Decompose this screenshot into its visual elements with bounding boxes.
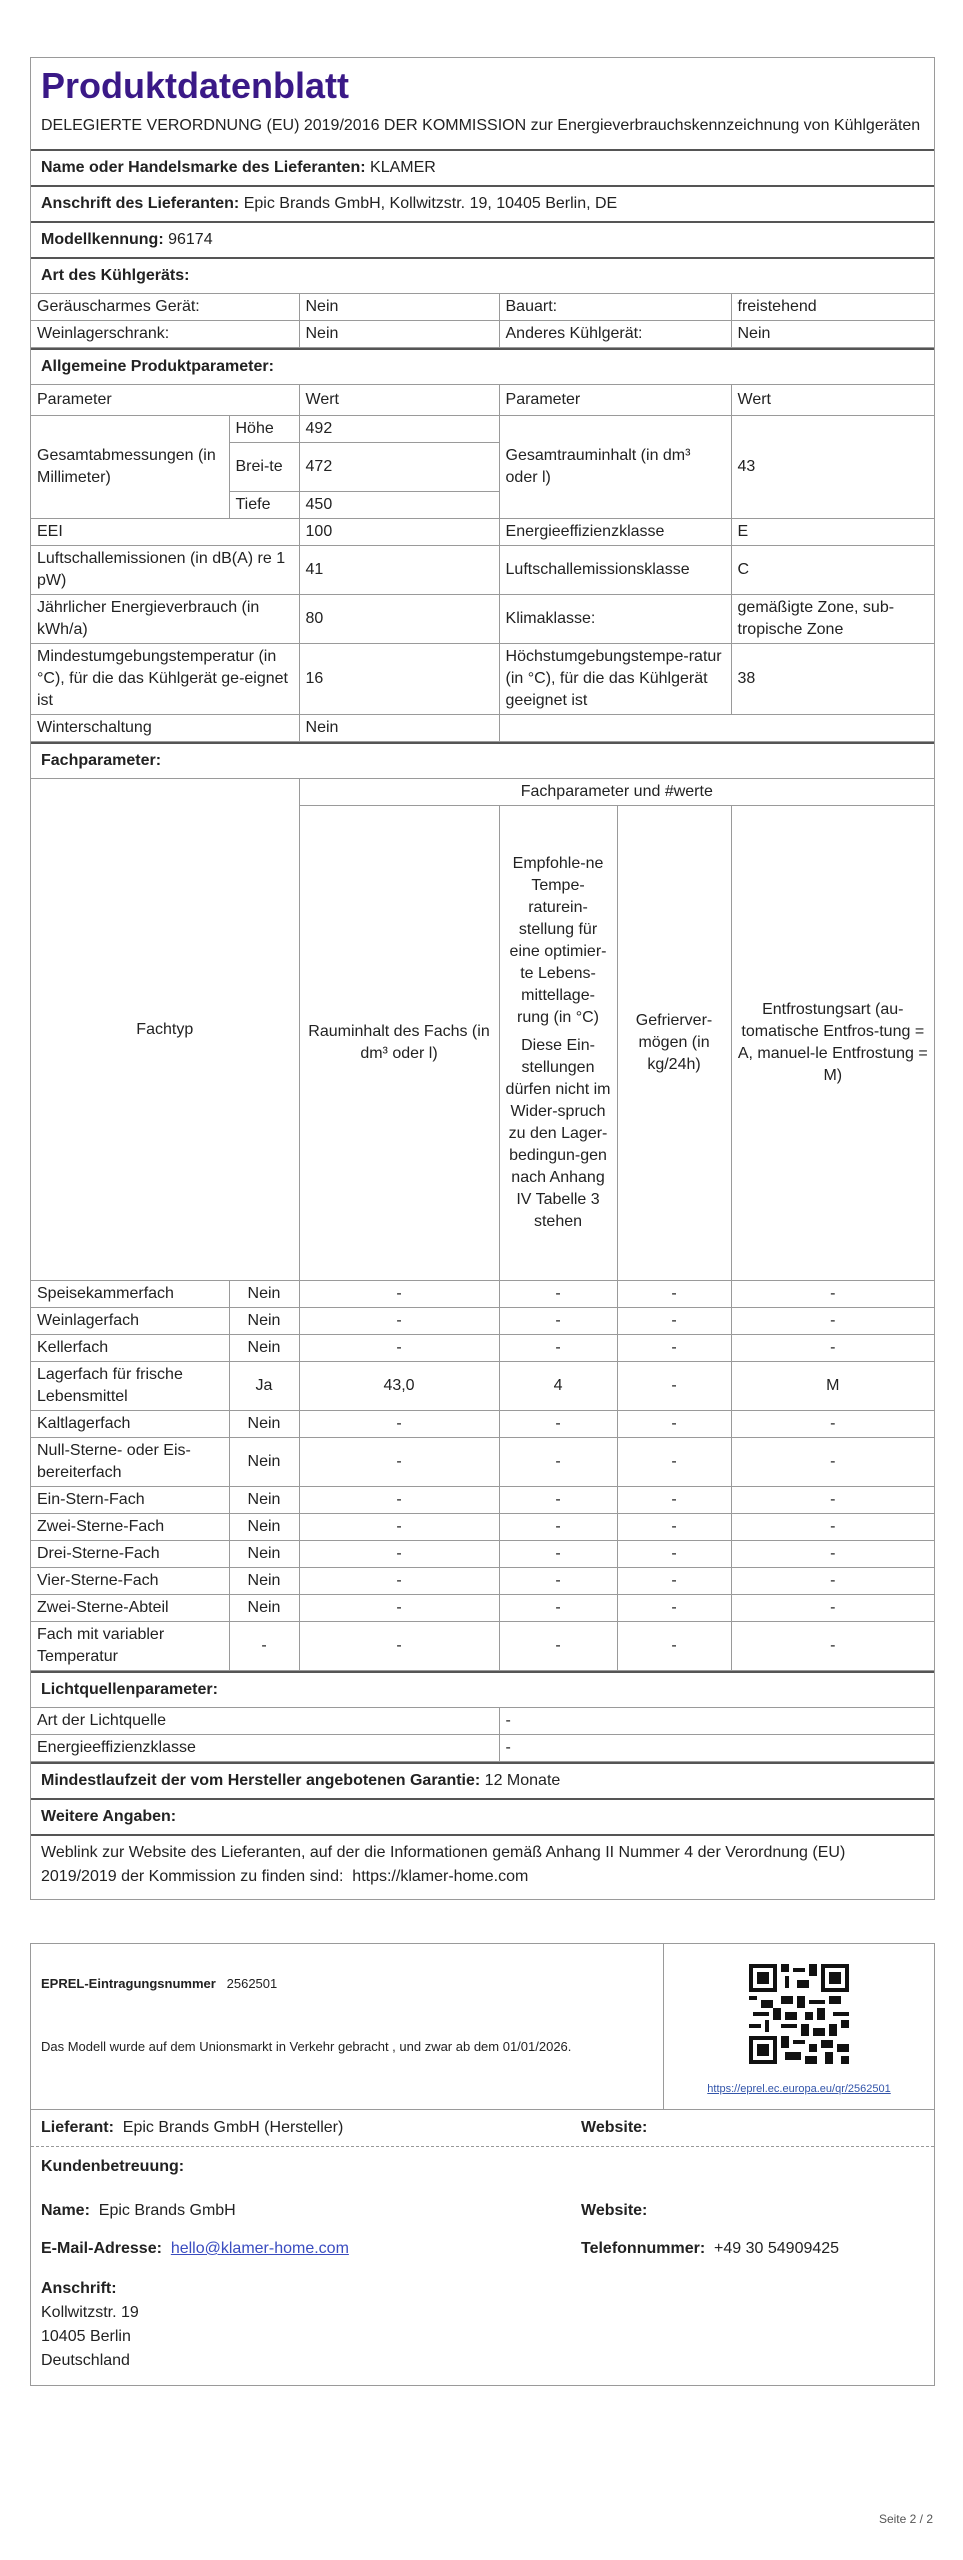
- light-params-table: [31, 1707, 934, 1762]
- model-value: 96174: [168, 231, 213, 248]
- table-row: Vier-Sterne-Fach Nein - - - -: [31, 1568, 934, 1595]
- fach-params-heading: Fachparameter:: [31, 742, 934, 778]
- product-data-sheet: [30, 57, 935, 1900]
- fach-type-header: Fachtyp: [31, 779, 299, 1281]
- table-header: [31, 779, 934, 806]
- supplier-name-row: Name oder Handelsmarke des Lieferanten: KLAMER: [31, 149, 934, 185]
- appliance-type-heading: Art des Kühlgeräts:: [31, 257, 934, 293]
- page-title: Produktdatenblatt: [41, 65, 350, 106]
- eprel-section: [31, 1944, 934, 2110]
- table-row: Speisekammerfach Nein - - - -: [31, 1281, 934, 1308]
- fach-rows: [31, 1281, 934, 1671]
- service-website-label: Website:: [581, 2202, 648, 2219]
- eprel-card: [30, 1943, 935, 2386]
- volume-value: 43: [731, 416, 934, 519]
- regulation-subtitle: DELEGIERTE VERORDNUNG (EU) 2019/2016 DER KOMMISSION zur Energieverbrauchskennzeichnung von Kühlgeräten: [41, 117, 921, 134]
- dims-label: Gesamtabmessungen (in Millimeter): [31, 416, 229, 519]
- service-name-row: Name: Epic Brands GmbH Website:: [41, 2202, 648, 2219]
- fach-group-header: Fachparameter und #werte: [299, 779, 934, 806]
- supplier-value: Epic Brands GmbH (Hersteller): [122, 2119, 344, 2136]
- table-row: Brei-te 472: [31, 443, 934, 492]
- supplier-row: Lieferant: Epic Brands GmbH (Hersteller) Website:: [41, 2119, 648, 2136]
- service-address: Anschrift: Kollwitzstr. 19 10405 Berlin Deutschland: [41, 2280, 139, 2369]
- model-row: Modellkennung: 96174: [31, 221, 934, 257]
- table-row: Weinlagerschrank: Nein Anderes Kühlgerät: Nein: [31, 321, 934, 348]
- service-contact-row: E-Mail-Adresse: hello@klamer-home.com Telefonnummer: +49 30 54909425: [41, 2240, 840, 2257]
- eprel-qr-link[interactable]: https://eprel.ec.europa.eu/qr/2562501: [707, 2083, 891, 2095]
- table-row: Gesamtabmessungen (in Millimeter) Höhe 492 Gesamtrauminhalt (in dm³ oder l) 43: [31, 416, 934, 443]
- table-row: Zwei-Sterne-Abteil Nein - - - -: [31, 1595, 934, 1622]
- qr-code-icon[interactable]: [749, 1964, 849, 2064]
- table-row: Energieeffizienzklasse -: [31, 1735, 934, 1762]
- service-email-link[interactable]: hello@klamer-home.com: [170, 2240, 349, 2257]
- eprel-number-row: EPREL-Eintragungsnummer 2562501: [41, 1976, 278, 1991]
- table-row: Zwei-Sterne-Fach Nein - - - -: [31, 1514, 934, 1541]
- table-row: Lagerfach für frische Lebensmittel Ja 43,0 4 - M: [31, 1362, 934, 1411]
- table-row: Kellerfach Nein - - - -: [31, 1335, 934, 1362]
- table-row: Kaltlagerfach Nein - - - -: [31, 1411, 934, 1438]
- table-row: Luftschallemissionen (in dB(A) re 1 pW) 41 Luftschallemissionsklasse C: [31, 546, 934, 595]
- table-row: Winterschaltung Nein: [31, 715, 934, 742]
- more-info-text: Weblink zur Website des Lieferanten, auf der die Informationen gemäß Anhang II Nummer 4 der Verordnung (EU) 2019/2019 der Kommission zu finden sind: https://klamer-home.com: [31, 1834, 934, 1899]
- table-row: Art der Lichtquelle -: [31, 1708, 934, 1735]
- table-row: Ein-Stern-Fach Nein - - - -: [31, 1487, 934, 1514]
- general-params-table: [31, 384, 934, 742]
- supplier-weblink[interactable]: https://klamer-home.com: [352, 1868, 529, 1885]
- table-header: Rauminhalt des Fachs (in dm³ oder l) Empfohle-ne Tempe-raturein-stellung für eine optimier-te Lebens-mittellage-rung (in °C) Diese Ein-stellungen dürfen nicht im Wider-spruch zu den Lager-bedingun-gen nach Anhang IV Tabelle 3 stehen Gefrierver-mögen (in kg/24h) Entfrostungsart (au-tomatische Entfros-tung = A, manuel-le Entfrostung = M): [31, 806, 934, 1281]
- table-row: Jährlicher Energieverbrauch (in kWh/a) 80 Klimaklasse: gemäßigte Zone, sub-tropische Zone: [31, 595, 934, 644]
- appliance-type-table: [31, 293, 934, 348]
- eprel-number: 2562501: [226, 1976, 278, 1991]
- table-header: Parameter Wert Parameter Wert: [31, 385, 934, 416]
- volume-label: Gesamtrauminhalt (in dm³ oder l): [499, 416, 731, 519]
- table-row: Mindestumgebungstemperatur (in °C), für die das Kühlgerät ge-eignet ist 16 Höchstumgebungstempe-ratur (in °C), für die das Kühlgerät geeignet ist 38: [31, 644, 934, 715]
- table-row: Tiefe 450: [31, 492, 934, 519]
- light-params-heading: Lichtquellenparameter:: [31, 1671, 934, 1707]
- table-row: EEI 100 Energieeffizienzklasse E: [31, 519, 934, 546]
- table-row: Fach mit variabler Temperatur - - - - -: [31, 1622, 934, 1671]
- fach-params-table: [31, 778, 934, 1671]
- supplier-website-label: Website:: [581, 2119, 648, 2136]
- table-row: Null-Sterne- oder Eis-bereiterfach Nein - - - -: [31, 1438, 934, 1487]
- market-date-text: Das Modell wurde auf dem Unionsmarkt in Verkehr gebracht , und zwar ab dem 01/01/2026.: [41, 2039, 572, 2054]
- supplier-address-value: Epic Brands GmbH, Kollwitzstr. 19, 10405 Berlin, DE: [243, 195, 618, 212]
- page-number: Seite 2 / 2: [878, 2512, 933, 2526]
- warranty-row: Mindestlaufzeit der vom Hersteller angebotenen Garantie: 12 Monate: [31, 1762, 934, 1798]
- service-phone-value: +49 30 54909425: [714, 2240, 840, 2257]
- table-row: Geräuscharmes Gerät: Nein Bauart: freistehend: [31, 294, 934, 321]
- warranty-value: 12 Monate: [484, 1772, 561, 1789]
- supplier-address-row: Anschrift des Lieferanten: Epic Brands GmbH, Kollwitzstr. 19, 10405 Berlin, DE: [31, 185, 934, 221]
- table-row: Weinlagerfach Nein - - - -: [31, 1308, 934, 1335]
- general-params-heading: Allgemeine Produktparameter:: [31, 348, 934, 384]
- table-row: Drei-Sterne-Fach Nein - - - -: [31, 1541, 934, 1568]
- customer-service-heading: Kundenbetreuung:: [41, 2158, 185, 2175]
- supplier-name-value: KLAMER: [370, 159, 436, 176]
- more-info-heading: Weitere Angaben:: [31, 1798, 934, 1834]
- service-name-value: Epic Brands GmbH: [98, 2202, 236, 2219]
